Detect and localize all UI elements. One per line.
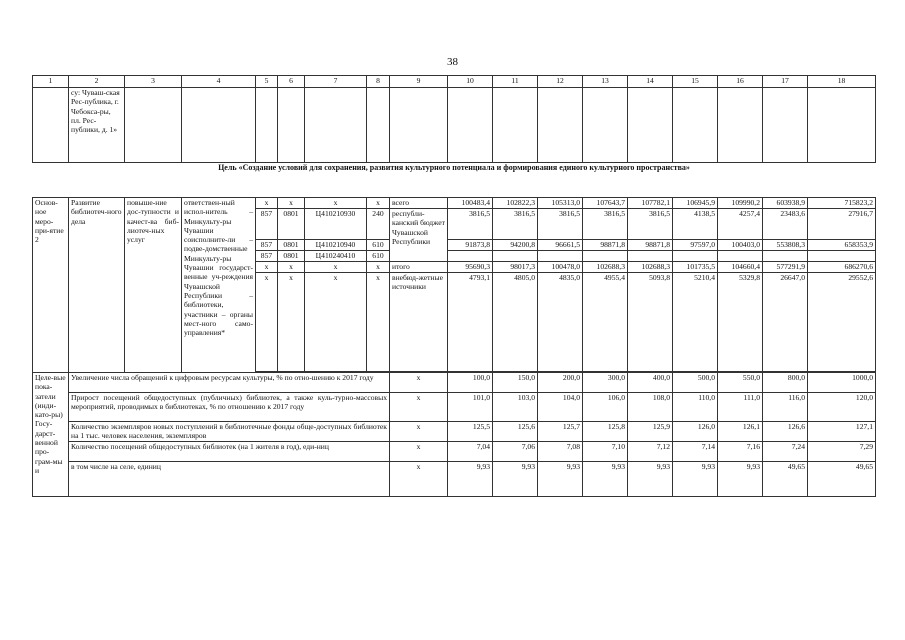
column-number: 11 <box>493 76 538 88</box>
indicator-x: x <box>390 442 448 462</box>
indicator-value: 7,12 <box>628 442 673 462</box>
section-code: x <box>278 198 305 209</box>
indicator-value: 125,8 <box>583 422 628 442</box>
amount-cell: 603938,9 <box>763 198 808 209</box>
amount-cell: 553808,3 <box>763 240 808 251</box>
indicators-label: Целе-вые пока-затели (инди-като-ры) Госу-дарст-венной про-грам-мы и <box>33 373 69 497</box>
main-event-name: Развитие библиотеч-ного дела <box>69 198 125 373</box>
indicator-value: 200,0 <box>538 373 583 393</box>
goal-title: Цель «Создание условий для сохранения, развития культурного потенциала и формирования единого культурного пространства» <box>33 163 876 198</box>
amount-cell: 5210,4 <box>673 273 718 372</box>
indicator-value: 1000,0 <box>808 373 876 393</box>
indicator-value: 9,93 <box>673 462 718 497</box>
amount-cell: 686270,6 <box>808 262 876 273</box>
column-number: 3 <box>125 76 182 88</box>
amount-cell <box>808 251 876 262</box>
indicator-value: 7,29 <box>808 442 876 462</box>
funding-source: республи-канский бюджет Чувашской Республики <box>390 209 448 262</box>
section-code: x <box>278 273 305 372</box>
indicator-value: 7,06 <box>493 442 538 462</box>
column-number: 15 <box>673 76 718 88</box>
amount-cell: 715823,2 <box>808 198 876 209</box>
indicator-value: 127,1 <box>808 422 876 442</box>
amount-cell: 106945,9 <box>673 198 718 209</box>
column-number: 16 <box>718 76 763 88</box>
target-article: x <box>305 262 367 273</box>
main-event-executors: ответствен-ный испол-нитель – Минкульту-ры Чувашии соисполните-ли – подве-домственные Минкульту-ры Чувашии государст-венные уч-реждения Чувашской Республики – библиотеки, участники – органы мест-ного само-управления* <box>182 198 256 373</box>
amount-cell: 4805,0 <box>493 273 538 372</box>
indicator-text: Количество посещений общедоступных библиотек (на 1 жителя в год), еди-ниц <box>69 442 390 462</box>
indicator-value: 120,0 <box>808 393 876 422</box>
amount-cell <box>583 251 628 262</box>
indicator-value: 125,7 <box>538 422 583 442</box>
grbs-code: 857 <box>256 209 278 240</box>
indicator-value: 101,0 <box>448 393 493 422</box>
amount-cell: 91873,8 <box>448 240 493 251</box>
indicator-value: 111,0 <box>718 393 763 422</box>
amount-cell: 107782,1 <box>628 198 673 209</box>
amount-cell: 98871,8 <box>628 240 673 251</box>
amount-cell: 98017,3 <box>493 262 538 273</box>
amount-cell: 100403,0 <box>718 240 763 251</box>
expense-type: x <box>367 198 390 209</box>
indicator-value: 125,6 <box>493 422 538 442</box>
amount-cell: 577291,9 <box>763 262 808 273</box>
funding-source: итого <box>390 262 448 273</box>
amount-cell: 94200,8 <box>493 240 538 251</box>
amount-cell: 98871,8 <box>583 240 628 251</box>
indicator-row <box>33 422 876 442</box>
section-code: x <box>278 262 305 273</box>
column-number: 13 <box>583 76 628 88</box>
amount-cell <box>718 251 763 262</box>
expense-type: 610 <box>367 251 390 262</box>
amount-cell: 23483,6 <box>763 209 808 240</box>
column-number: 10 <box>448 76 493 88</box>
indicator-value: 108,0 <box>628 393 673 422</box>
indicator-value: 126,1 <box>718 422 763 442</box>
amount-cell: 100483,4 <box>448 198 493 209</box>
amount-cell: 26647,0 <box>763 273 808 372</box>
indicator-value: 9,93 <box>493 462 538 497</box>
indicator-text: Прирост посещений общедоступных (публичных) библиотек, а также куль-турно-массовых мероприятий, проводимых в библиотеках, % по отношению к 2017 году <box>69 393 390 422</box>
indicator-value: 550,0 <box>718 373 763 393</box>
amount-cell: 3816,5 <box>628 209 673 240</box>
column-number: 18 <box>808 76 876 88</box>
funding-source: всего <box>390 198 448 209</box>
indicator-text: в том числе на селе, единиц <box>69 462 390 497</box>
indicator-value: 126,6 <box>763 422 808 442</box>
amount-cell <box>538 251 583 262</box>
continuation-row <box>33 88 876 163</box>
target-article: Ц410210940 <box>305 240 367 251</box>
indicator-value: 9,93 <box>583 462 628 497</box>
indicator-value: 49,65 <box>808 462 876 497</box>
target-article: x <box>305 273 367 372</box>
amount-cell: 109990,2 <box>718 198 763 209</box>
indicator-value: 7,08 <box>538 442 583 462</box>
indicator-row <box>33 393 876 422</box>
indicator-x: x <box>390 373 448 393</box>
goal-row <box>33 163 876 198</box>
column-number: 2 <box>69 76 125 88</box>
target-article: x <box>305 198 367 209</box>
indicator-value: 7,04 <box>448 442 493 462</box>
indicator-value: 110,0 <box>673 393 718 422</box>
amount-cell: 3816,5 <box>448 209 493 240</box>
amount-cell: 100478,0 <box>538 262 583 273</box>
amount-cell: 96661,5 <box>538 240 583 251</box>
indicator-x: x <box>390 393 448 422</box>
indicator-value: 400,0 <box>628 373 673 393</box>
indicator-value: 500,0 <box>673 373 718 393</box>
grbs-code: x <box>256 262 278 273</box>
column-number: 4 <box>182 76 256 88</box>
grbs-code: 857 <box>256 251 278 262</box>
amount-cell: 3816,5 <box>493 209 538 240</box>
program-table <box>32 75 876 497</box>
indicator-value: 300,0 <box>583 373 628 393</box>
indicator-value: 9,93 <box>448 462 493 497</box>
expense-type: 610 <box>367 240 390 251</box>
indicator-value: 9,93 <box>628 462 673 497</box>
indicator-value: 106,0 <box>583 393 628 422</box>
indicator-value: 7,14 <box>673 442 718 462</box>
indicator-x: x <box>390 422 448 442</box>
target-article: Ц410210930 <box>305 209 367 240</box>
amount-cell: 3816,5 <box>538 209 583 240</box>
column-number-row <box>33 76 876 88</box>
amount-cell: 107643,7 <box>583 198 628 209</box>
indicator-value: 49,65 <box>763 462 808 497</box>
indicator-text: Увеличение числа обращений к цифровым ресурсам культуры, % по отно-шению к 2017 году <box>69 373 390 393</box>
amount-cell: 4835,0 <box>538 273 583 372</box>
address-cell: су: Чуваш-ская Рес-публика, г. Чебокса-ры, пл. Рес-публики, д. 1» <box>69 88 125 163</box>
column-number: 12 <box>538 76 583 88</box>
indicator-value: 150,0 <box>493 373 538 393</box>
funding-source: внебюд-жетные источники <box>390 273 448 372</box>
amount-cell: 101735,5 <box>673 262 718 273</box>
amount-cell: 102822,3 <box>493 198 538 209</box>
expense-type: 240 <box>367 209 390 240</box>
indicator-value: 103,0 <box>493 393 538 422</box>
column-number: 14 <box>628 76 673 88</box>
amount-cell: 4138,5 <box>673 209 718 240</box>
column-number: 17 <box>763 76 808 88</box>
amount-cell: 95690,3 <box>448 262 493 273</box>
indicator-value: 116,0 <box>763 393 808 422</box>
indicator-value: 7,10 <box>583 442 628 462</box>
expense-type: x <box>367 262 390 273</box>
column-number: 6 <box>278 76 305 88</box>
column-number: 8 <box>367 76 390 88</box>
main-row-0 <box>33 198 876 209</box>
amount-cell: 105313,0 <box>538 198 583 209</box>
target-article: Ц410240410 <box>305 251 367 262</box>
column-number: 9 <box>390 76 448 88</box>
column-number: 7 <box>305 76 367 88</box>
amount-cell: 5329,8 <box>718 273 763 372</box>
column-number: 5 <box>256 76 278 88</box>
indicator-value: 125,9 <box>628 422 673 442</box>
amount-cell: 5093,8 <box>628 273 673 372</box>
indicator-value: 126,0 <box>673 422 718 442</box>
indicator-text: Количество экземпляров новых поступлений в библиотечные фонды обще-доступных библиотек на 1 тыс. человек населения, экземпляров <box>69 422 390 442</box>
amount-cell: 102688,3 <box>583 262 628 273</box>
page-number: 38 <box>447 56 458 68</box>
indicator-value: 7,24 <box>763 442 808 462</box>
amount-cell: 29552,6 <box>808 273 876 372</box>
amount-cell: 4793,1 <box>448 273 493 372</box>
indicator-value: 9,93 <box>538 462 583 497</box>
amount-cell: 97597,0 <box>673 240 718 251</box>
amount-cell <box>493 251 538 262</box>
indicator-value: 125,5 <box>448 422 493 442</box>
indicator-row <box>33 462 876 497</box>
amount-cell <box>673 251 718 262</box>
amount-cell: 104660,4 <box>718 262 763 273</box>
grbs-code: x <box>256 198 278 209</box>
section-code: 0801 <box>278 240 305 251</box>
amount-cell: 658353,9 <box>808 240 876 251</box>
amount-cell: 4955,4 <box>583 273 628 372</box>
column-number: 1 <box>33 76 69 88</box>
indicator-x: x <box>390 462 448 497</box>
grbs-code: x <box>256 273 278 372</box>
indicator-value: 9,93 <box>718 462 763 497</box>
amount-cell <box>763 251 808 262</box>
amount-cell: 102688,3 <box>628 262 673 273</box>
section-code: 0801 <box>278 251 305 262</box>
main-event-goal: повыше-ние дос-тупности и качест-ва биб-лиотеч-ных услуг <box>125 198 182 373</box>
indicator-value: 100,0 <box>448 373 493 393</box>
indicator-row <box>33 373 876 393</box>
amount-cell <box>448 251 493 262</box>
indicator-value: 104,0 <box>538 393 583 422</box>
amount-cell: 4257,4 <box>718 209 763 240</box>
main-event-label: Основ-ное меро-при-ятие 2 <box>33 198 69 373</box>
amount-cell: 27916,7 <box>808 209 876 240</box>
amount-cell: 3816,5 <box>583 209 628 240</box>
indicator-row <box>33 442 876 462</box>
expense-type: x <box>367 273 390 372</box>
section-code: 0801 <box>278 209 305 240</box>
indicator-value: 800,0 <box>763 373 808 393</box>
indicator-value: 7,16 <box>718 442 763 462</box>
amount-cell <box>628 251 673 262</box>
grbs-code: 857 <box>256 240 278 251</box>
